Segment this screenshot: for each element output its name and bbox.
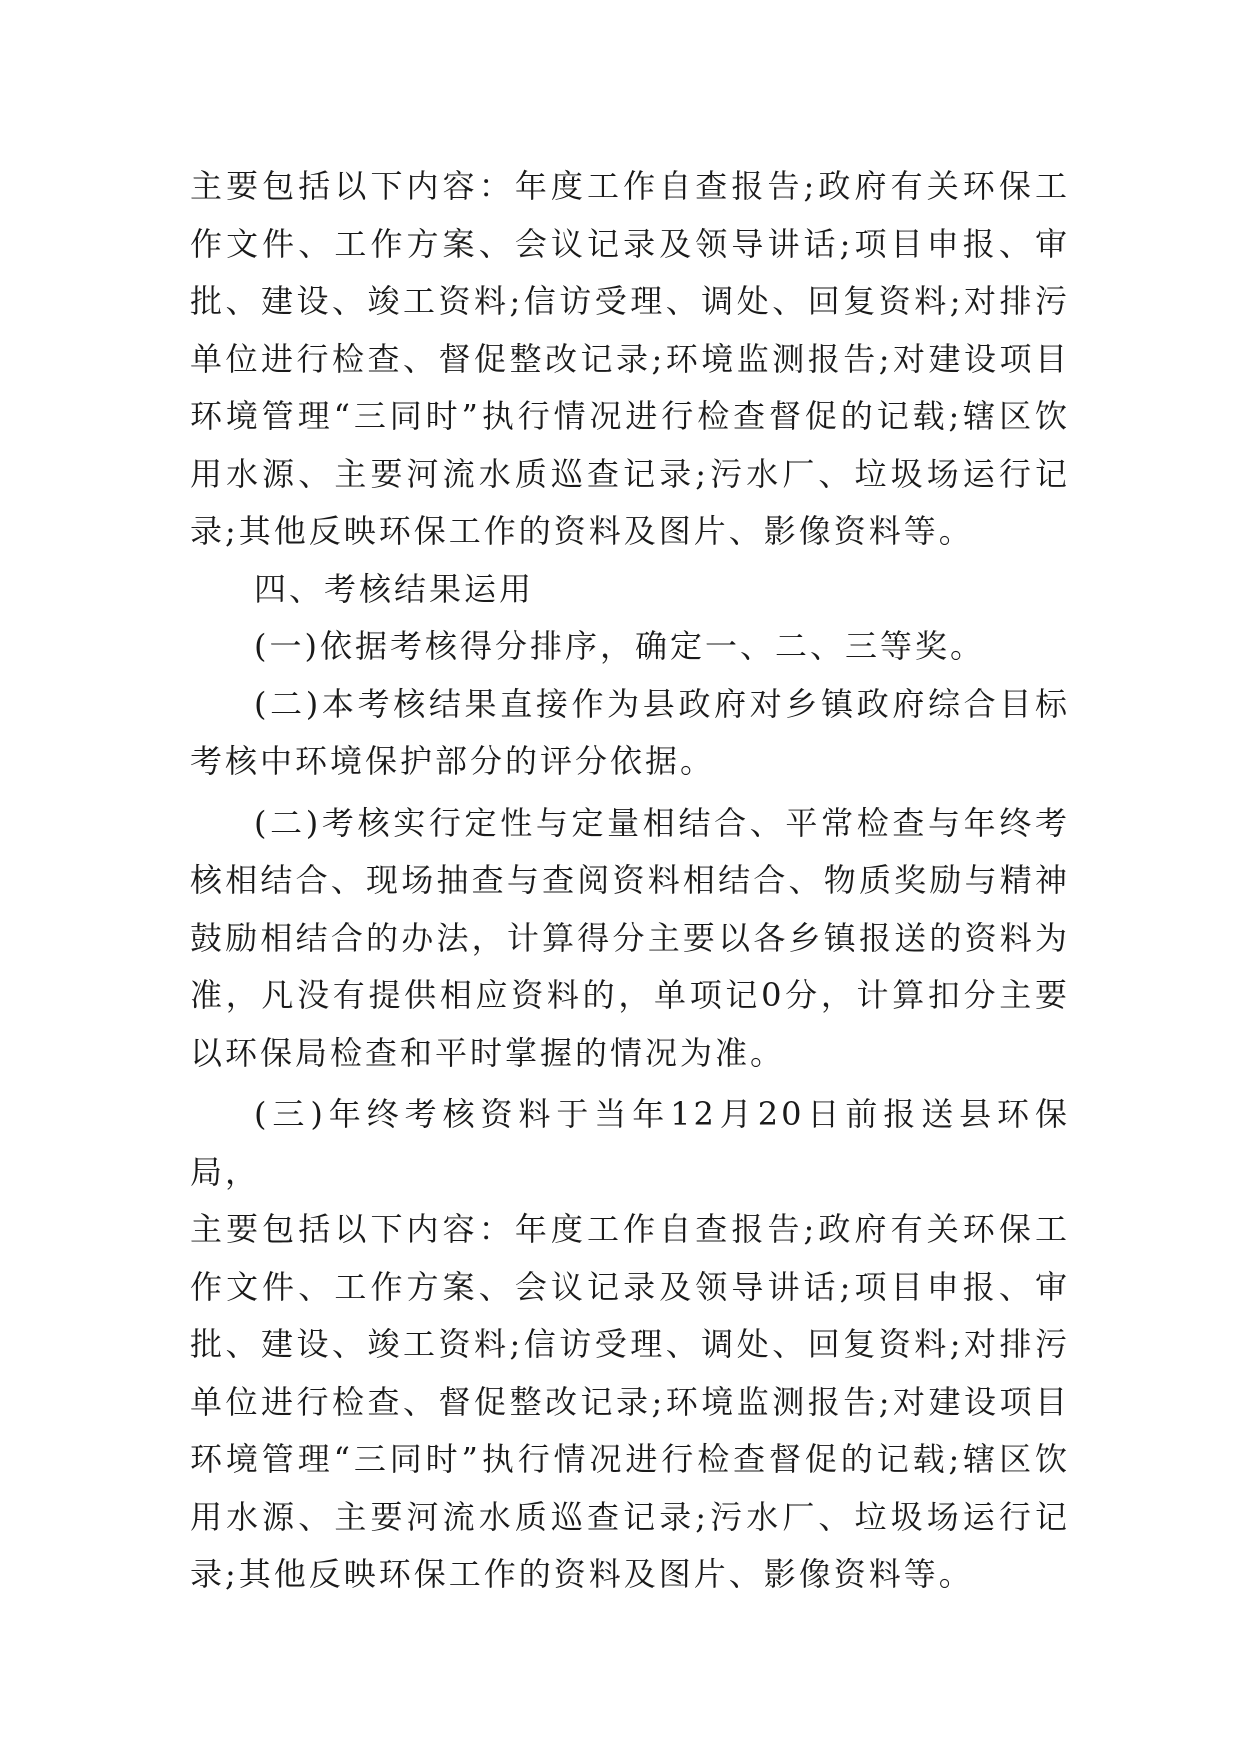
paragraph-materials-list-repeat: 主要包括以下内容：年度工作自查报告;政府有关环保工作文件、工作方案、会议记录及领导讲话;项目申报、审批、建设、竣工资料;信访受理、调处、回复资料;对排污单位进行检查、督促整改记录;环境监测报告;对建设项目环境管理“三同时”执行情况进行检查督促的记载;辖区饮用水源、主要河流水质巡查记录;污水厂、垃圾场运行记录;其他反映环保工作的资料及图片、影像资料等。 [190, 1210, 1070, 1593]
paragraph-item-two-method: (二)考核实行定性与定量相结合、平常检查与年终考核相结合、现场抽查与查阅资料相结合、物质奖励与精神鼓励相结合的办法，计算得分主要以各乡镇报送的资料为准，凡没有提供相应资料的，单项记0分，计算扣分主要以环保局检查和平时掌握的情况为准。 [190, 803, 1070, 1072]
paragraph-materials-list: 主要包括以下内容：年度工作自查报告;政府有关环保工作文件、工作方案、会议记录及领导讲话;项目申报、审批、建设、竣工资料;信访受理、调处、回复资料;对排污单位进行检查、督促整改记录;环境监测报告;对建设项目环境管理“三同时”执行情况进行检查督促的记载;辖区饮用水源、主要河流水质巡查记录;污水厂、垃圾场运行记录;其他反映环保工作的资料及图片、影像资料等。 [190, 167, 1070, 550]
section-heading-results-application: 四、考核结果运用 [254, 569, 535, 608]
paragraph-item-two: (二)本考核结果直接作为县政府对乡镇政府综合目标考核中环境保护部分的评分依据。 [190, 684, 1070, 780]
document-body [190, 158, 1070, 1604]
paragraph-item-three: (三)年终考核资料于当年12月20日前报送县环保局， [190, 1095, 1070, 1191]
paragraph-item-one: (一)依据考核得分排序，确定一、二、三等奖。 [254, 627, 985, 665]
